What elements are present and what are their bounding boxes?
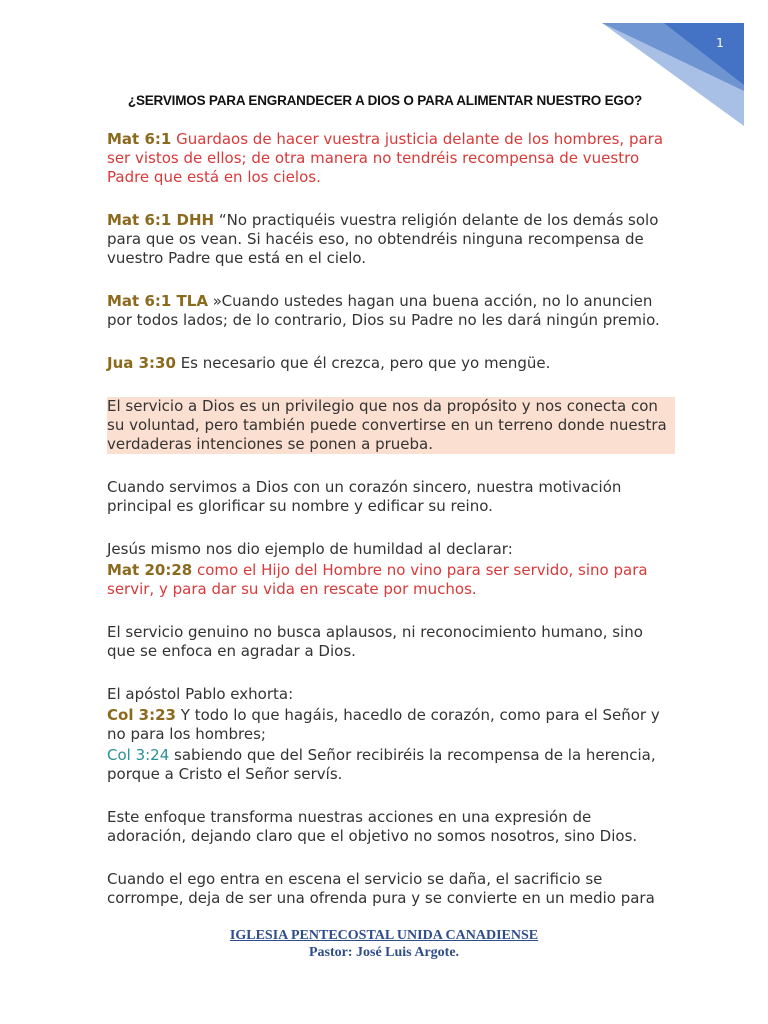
verse-jua-3-30 [107, 354, 667, 373]
page-number: 1 [716, 36, 724, 50]
body-paragraph: Este enfoque transforma nuestras acciones en una expresión de adoración, dejando claro que el objetivo no somos nosotros, sino Dios. [107, 808, 638, 845]
body-paragraph: El apóstol Pablo exhorta: [107, 685, 294, 703]
verse-mat-6-1 [107, 130, 667, 187]
verse-text: Es necesario que él crezca, pero que yo mengüe. [175, 354, 551, 372]
verse-col-3-23 [107, 706, 667, 744]
verse-mat-6-1-dhh [107, 211, 667, 268]
document-body [107, 130, 667, 932]
verse-reference: Mat 6:1 [107, 130, 172, 148]
verse-text: »Cuando ustedes hagan una buena acción, no lo anuncien por todos lados; de lo contrario, Dios su Padre no les dará ningún premio. [107, 292, 660, 329]
verse-text: Y todo lo que hagáis, hacedlo de corazón, como para el Señor y no para los hombres; [107, 706, 660, 743]
body-paragraph: El servicio genuino no busca aplausos, ni reconocimiento humano, sino que se enfoca en agradar a Dios. [107, 623, 643, 660]
verse-mat-6-1-tla [107, 292, 667, 330]
verse-mat-20-28 [107, 561, 667, 599]
document-title: ¿SERVIMOS PARA ENGRANDECER A DIOS O PARA ALIMENTAR NUESTRO EGO? [127, 93, 643, 108]
body-paragraph: Cuando el ego entra en escena el servicio se daña, el sacrificio se corrompe, deja de ser una ofrenda pura y se convierte en un medio para [107, 870, 655, 907]
verse-text: sabiendo que del Señor recibiréis la recompensa de la herencia, porque a Cristo el Señor servís. [107, 746, 656, 783]
body-paragraph: Jesús mismo nos dio ejemplo de humildad al declarar: [107, 540, 513, 558]
highlighted-paragraph: El servicio a Dios es un privilegio que nos da propósito y nos conecta con su voluntad, pero también puede convertirse en un terreno donde nuestra verdaderas intenciones se ponen a prueba. [107, 397, 675, 454]
verse-reference: Mat 6:1 DHH [107, 211, 215, 229]
verse-reference: Jua 3:30 [107, 354, 176, 372]
page-footer [0, 927, 768, 961]
verse-col-3-24 [107, 746, 667, 784]
body-paragraph: Cuando servimos a Dios con un corazón sincero, nuestra motivación principal es glorificar su nombre y edificar su reino. [107, 478, 622, 515]
verse-text: “No practiquéis vuestra religión delante de los demás solo para que os vean. Si hacéis eso, no obtendréis ninguna recompensa de vuestro Padre que está en el cielo. [107, 211, 659, 267]
verse-text: como el Hijo del Hombre no vino para ser servido, sino para servir, y para dar su vida en rescate por muchos. [107, 561, 648, 598]
verse-reference: Col 3:23 [107, 706, 176, 724]
verse-reference: Col 3:24 [107, 746, 170, 764]
verse-text: Guardaos de hacer vuestra justicia delante de los hombres, para ser vistos de ellos; de otra manera no tendréis recompensa de vuestro Padre que está en los cielos. [107, 130, 664, 186]
footer-church-name: IGLESIA PENTECOSTAL UNIDA CANADIENSE [229, 928, 539, 943]
footer-pastor-name: Pastor: José Luis Argote. [308, 945, 460, 960]
verse-reference: Mat 20:28 [107, 561, 193, 579]
verse-reference: Mat 6:1 TLA [107, 292, 208, 310]
